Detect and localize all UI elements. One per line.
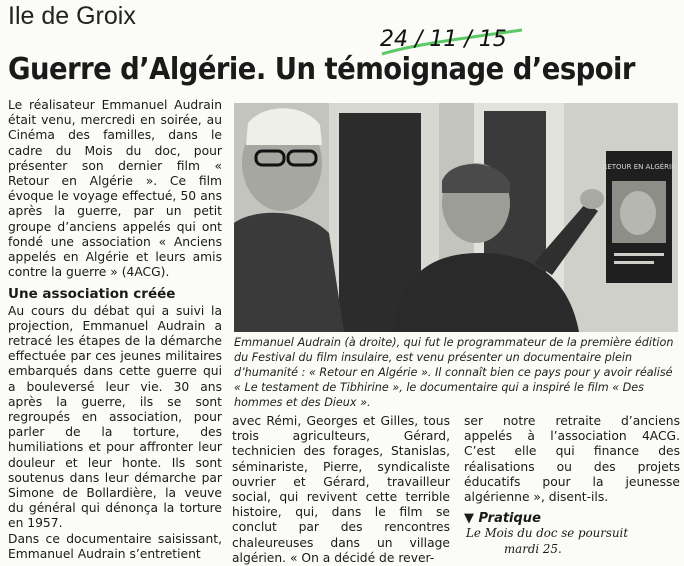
- section-kicker: Ile de Groix: [8, 2, 136, 30]
- photo-caption: Emmanuel Audrain (à droite), qui fut le programmateur de la première édition du Festival du film insulaire, est venu présenter un documentaire plein d’humanité : « Retour en Algérie ». Il connaît bien ce pays pour y avoir réalisé « Le testament de Tibhirine », le documentaire qui a inspiré le film « Des hommes et des Dieux ».: [234, 336, 674, 409]
- article-column-1: [8, 98, 222, 562]
- handwritten-date-text: 24 / 11 / 15: [380, 27, 507, 52]
- body-paragraph-2: Dans ce documentaire saisissant, Emmanuel Audrain s’entretient: [8, 531, 222, 561]
- pratique-text-1: Le Mois du doc se poursuit: [466, 526, 629, 541]
- subheading: Une association créée: [8, 286, 176, 303]
- headline: Guerre d’Algérie. Un témoignage d’espoir: [8, 52, 635, 87]
- body-paragraph-1: Au cours du débat qui a suivi la projection, Emmanuel Audrain a retracé les étapes de la démarche effectuée par ces jeunes militaires embarqués dans cette guerre qui a bouleversé leur vie. 30 ans après la guerre, ils se sont regroupés en association, pour parler de la torture, des humiliations et pour affronter leur douleur et leur honte. Ils sont soutenus dans leur démarche par Simone de Bollardière, la veuve du général qui dénonça la torture en 1957.: [8, 303, 222, 531]
- pratique-heading: ▼ Pratique: [464, 511, 541, 527]
- column-3-text: ser notre retraite d’anciens appelés à l’association 4ACG. C’est elle qui finance des réalisations ou des projets éducatifs pour la jeunesse algérienne », disent-ils.: [464, 414, 680, 505]
- article-column-3: [464, 414, 680, 557]
- lead-paragraph: Le réalisateur Emmanuel Audrain était venu, mercredi en soirée, au Cinéma des familles, dans le cadre du Mois du doc, pour présenter son dernier film « Retour en Algérie ». Ce film évoque le voyage effectué, 50 ans après la guerre, par un petit groupe d’anciens appelés qui ont fondé une association « Anciens appelés en Algérie et leurs amis contre la guerre » (4ACG).: [8, 98, 222, 280]
- pratique-text-2: mardi 25.: [504, 541, 562, 556]
- column-2-text: avec Rémi, Georges et Gilles, tous trois agriculteurs, Gérard, technicien des forages, Stanislas, séminariste, Pierre, syndicaliste ouvrier et Gérard, travailleur social, qui revivent cette terrible histoire, qui, dans le film se conclut par des rencontres chaleureuses dans un village algérien. « On a décidé de rever-: [232, 414, 450, 565]
- poster-title: RETOUR EN ALGÉRIE: [602, 163, 676, 171]
- photo-illustration: [234, 103, 678, 332]
- article-photo: [234, 103, 678, 332]
- article-column-2: [232, 414, 450, 566]
